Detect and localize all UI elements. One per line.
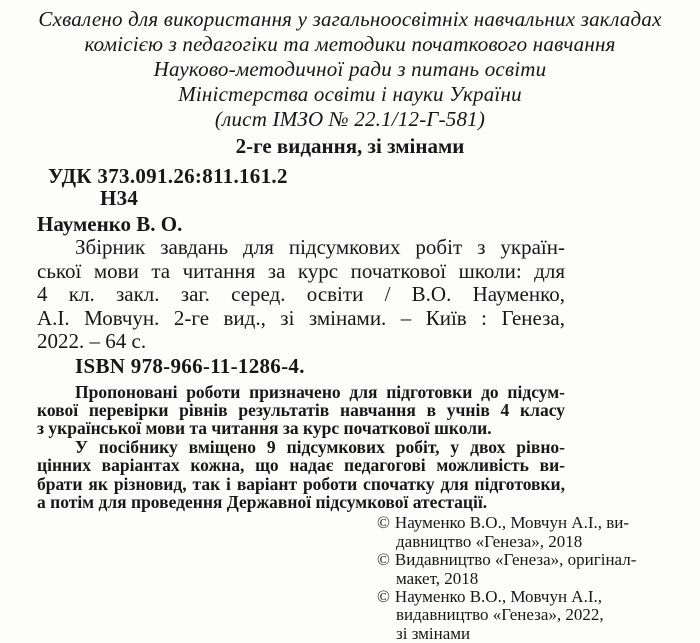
bib-line: 2022. – 64 с. (37, 329, 147, 353)
copyright-symbol: © (377, 586, 390, 606)
copyright-entry (377, 588, 677, 643)
copyright-line: видавництво «Генеза», 2022, (396, 605, 604, 625)
approval-line: Міністерства освіти і науки України (178, 82, 522, 106)
annotation-line: У посібнику вміщено 9 підсумкових робіт, у двох рівно- (75, 436, 565, 457)
copyright-notices (377, 514, 677, 643)
copyright-symbol: © (377, 513, 390, 533)
bibliographic-description (37, 236, 565, 354)
edition-note: 2-ге видання, зі змінами (235, 134, 465, 158)
isbn-number: ISBN 978-966-11-1286-4. (75, 353, 305, 378)
copyright-line: макет, 2018 (396, 568, 479, 588)
annotation-line: а потім для проведення Державної підсумкової атестації. (37, 491, 488, 512)
udc-letter-code: Н34 (100, 186, 139, 210)
author-heading: Науменко В. О. (37, 212, 183, 236)
approval-line: Схвалено для використання у загальноосвітніх навчальних закладах (38, 7, 662, 31)
approval-line: комісією з педагогіки та методики початкового навчання (84, 32, 616, 56)
annotation-line: брати як різновид, так і варіант роботи спочатку для підготовки, (37, 473, 565, 494)
annotation-paragraph-2 (37, 438, 565, 512)
copyright-text: Видавництво «Генеза», оригінал- (394, 550, 637, 570)
copyright-line: зі змінами (396, 623, 471, 643)
udc-block (48, 165, 700, 209)
copyright-line (377, 588, 677, 606)
copyright-line (377, 551, 677, 569)
annotation-paragraph-1 (37, 383, 565, 438)
approval-statement (0, 0, 700, 132)
copyright-text: Науменко В.О., Мовчун А.І., (394, 586, 602, 606)
bib-line: 4 кл. закл. заг. серед. освіти / В.О. Науменко, (37, 282, 565, 306)
copyright-entry (377, 514, 677, 551)
bib-line: ської мови та читання за курс початкової школи: для (37, 258, 565, 283)
copyright-line (377, 514, 677, 532)
copyright-symbol: © (377, 550, 390, 570)
copyright-line: давництво «Генеза», 2018 (396, 531, 583, 551)
udc-code: УДК 373.091.26:811.161.2 (48, 164, 288, 188)
bib-line: А.І. Мовчун. 2-ге вид., зі змінами. – Київ : Генеза, (37, 305, 565, 330)
copyright-text: Науменко В.О., Мовчун А.І., ви- (394, 513, 630, 533)
annotation-line: цінних варіантах кожна, що надає педагогові можливість ви- (37, 455, 565, 476)
annotation-line: Пропоновані роботи призначено для підготовки до підсум- (75, 381, 565, 402)
approval-line: Науково-методичної ради з питань освіти (153, 57, 547, 81)
copyright-entry (377, 551, 677, 588)
annotation-block (37, 383, 565, 512)
annotation-line: кової перевірки рівнів результатів навчання в учнів 4 класу (37, 399, 565, 420)
approval-letter-reference: (лист ІМЗО № 22.1/12-Г-581) (214, 107, 486, 131)
bib-line: Збірник завдань для підсумкових робіт з україн- (75, 235, 565, 259)
annotation-line: з української мови та читання за курс початкової школи. (37, 418, 492, 439)
